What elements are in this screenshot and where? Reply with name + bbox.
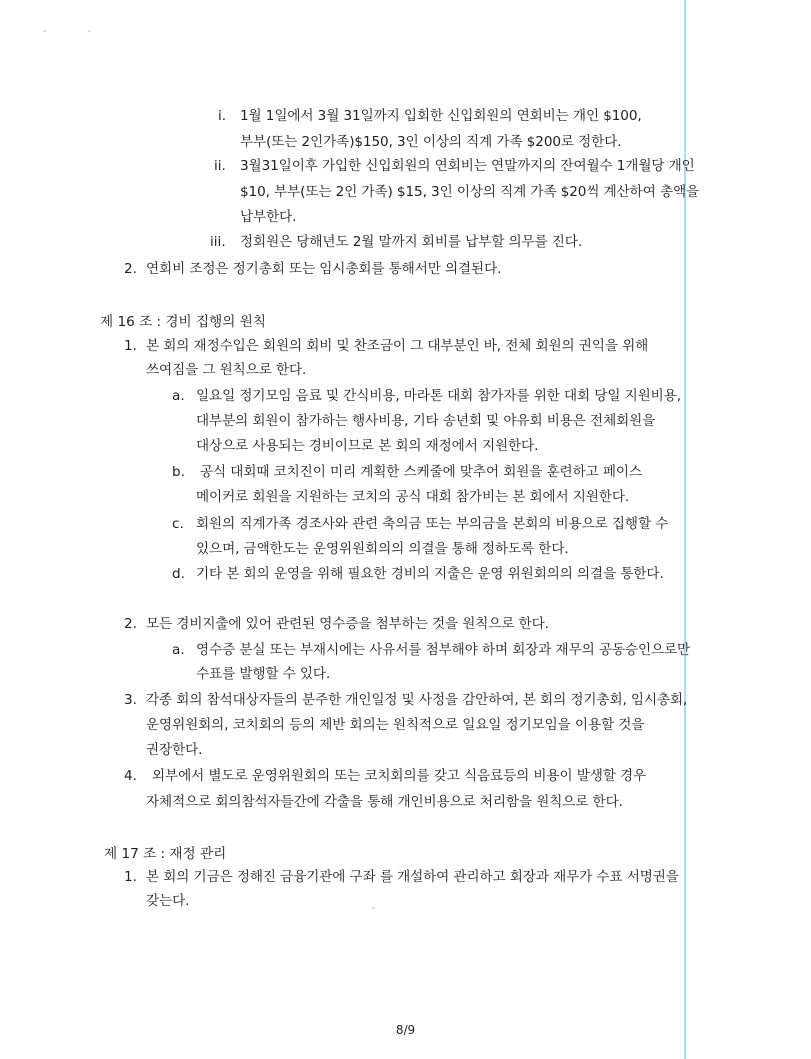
- art16-item2-sub-marker-a: a.: [172, 642, 185, 658]
- article-17-heading: 제 17 조 : 재정 관리: [104, 846, 227, 862]
- article-16-heading: 제 16 조 : 경비 집행의 원칙: [100, 314, 266, 330]
- art17-item-1-line-1: 본 회의 기금은 정해진 금융기관에 구좌 를 개설하여 관리하고 회장과 재무가 수표 서명권을: [146, 869, 679, 885]
- sub-item-marker-i: i.: [218, 108, 227, 124]
- sub-item-ii-line-3: 납부한다.: [240, 209, 297, 225]
- sub-item-ii-line-1: 3월31일이후 가입한 신입회원의 연회비는 연말까지의 잔여월수 1개월당 개인: [240, 158, 695, 174]
- art16-sub-d-line-1: 기타 본 회의 운영을 위해 필요한 경비의 지출은 운영 위원회의의 의결을 통한다.: [196, 566, 664, 582]
- art16-item-4-line-1: 외부에서 별도로 운영위원회의 또는 코치회의를 갖고 식음료등의 비용이 발생할 경우: [152, 768, 647, 784]
- art16-sub-c-line-1: 회원의 직계가족 경조사와 관련 축의금 또는 부의금을 본회의 비용으로 집행할 수: [196, 516, 669, 532]
- sub-item-marker-iii: iii.: [210, 234, 226, 250]
- art16-item-3-line-1: 각종 회의 참석대상자들의 분주한 개인일정 및 사정을 감안하여, 본 회의 정기총회, 임시총회,: [146, 692, 688, 708]
- art16-sub-marker-a: a.: [172, 388, 185, 404]
- art16-item-marker-2: 2.: [124, 616, 137, 632]
- art16-item-2-line-1: 모든 경비지출에 있어 관련된 영수증을 첨부하는 것을 원칙으로 한다.: [146, 616, 549, 632]
- art16-item-1-line-2: 쓰여짐을 그 원칙으로 한다.: [146, 362, 307, 378]
- sub-item-iii-line-1: 정회원은 당해년도 2월 말까지 회비를 납부할 의무를 진다.: [240, 234, 583, 250]
- art16-item-3-line-3: 권장한다.: [146, 742, 203, 758]
- art16-sub-marker-c: c.: [172, 516, 184, 532]
- art16-sub-marker-b: b.: [172, 464, 185, 480]
- art16-sub-c-line-2: 있으며, 금액한도는 운영위원회의의 의결을 통해 정하도록 한다.: [196, 541, 569, 557]
- item-2-line-1: 연회비 조정은 정기총회 또는 임시총회를 통해서만 의결된다.: [146, 261, 502, 277]
- art16-sub-marker-d: d.: [172, 566, 185, 582]
- sub-item-i-line-2: 부부(또는 2인가족)$150, 3인 이상의 직계 가족 $200로 정한다.: [240, 134, 622, 150]
- art16-item2-sub-a-line-1: 영수증 분실 또는 부재시에는 사유서를 첨부해야 하며 회장과 재무의 공동승인으로만: [196, 642, 691, 658]
- art16-sub-b-line-2: 메이커로 회원을 지원하는 코치의 공식 대회 참가비는 본 회에서 지원한다.: [196, 489, 630, 505]
- art17-item-marker-1: 1.: [124, 869, 137, 885]
- art16-item-marker-1: 1.: [124, 338, 137, 354]
- art16-item2-sub-a-line-2: 수표를 발행할 수 있다.: [196, 666, 331, 682]
- item-marker-2: 2.: [124, 261, 137, 277]
- art17-item-1-line-2: 갖는다.: [146, 893, 190, 909]
- sub-item-marker-ii: ii.: [214, 158, 226, 174]
- art16-item-marker-3: 3.: [124, 692, 137, 708]
- art16-sub-a-line-3: 대상으로 사용되는 경비이므로 본 회의 재정에서 지원한다.: [196, 438, 539, 454]
- scan-speck: [372, 907, 375, 909]
- art16-item-4-line-2: 자체적으로 회의참석자들간에 각출을 통해 개인비용으로 처리함을 원칙으로 한다.: [146, 794, 623, 810]
- page-number: 8/9: [395, 1023, 416, 1037]
- sub-item-i-line-1: 1월 1일에서 3월 31일까지 입회한 신입회원의 연회비는 개인 $100,: [240, 108, 642, 124]
- sub-item-ii-line-2: $10, 부부(또는 2인 가족) $15, 3인 이상의 직계 가족 $20씩 계산하여 총액을: [240, 184, 700, 200]
- art16-item-1-line-1: 본 회의 재정수입은 회원의 회비 및 찬조금이 그 대부분인 바, 전체 회원의 권익을 위해: [146, 338, 649, 354]
- scan-speck: [88, 30, 91, 32]
- art16-item-3-line-2: 운영위원회의, 코치회의 등의 제반 회의는 원칙적으로 일요일 정기모임을 이용할 것을: [146, 717, 645, 733]
- art16-sub-b-line-1: 공식 대회때 코치진이 미리 계획한 스케줄에 맞추어 회원을 훈련하고 페이스: [200, 464, 642, 480]
- art16-item-marker-4: 4.: [124, 768, 137, 784]
- scan-speck: [43, 30, 46, 32]
- art16-sub-a-line-1: 일요일 정기모임 음료 및 간식비용, 마라톤 대회 참가자를 위한 대회 당일 지원비용,: [196, 388, 681, 404]
- art16-sub-a-line-2: 대부분의 회원이 참가하는 행사비용, 기타 송년회 및 야유회 비용은 전체회원을: [196, 413, 656, 429]
